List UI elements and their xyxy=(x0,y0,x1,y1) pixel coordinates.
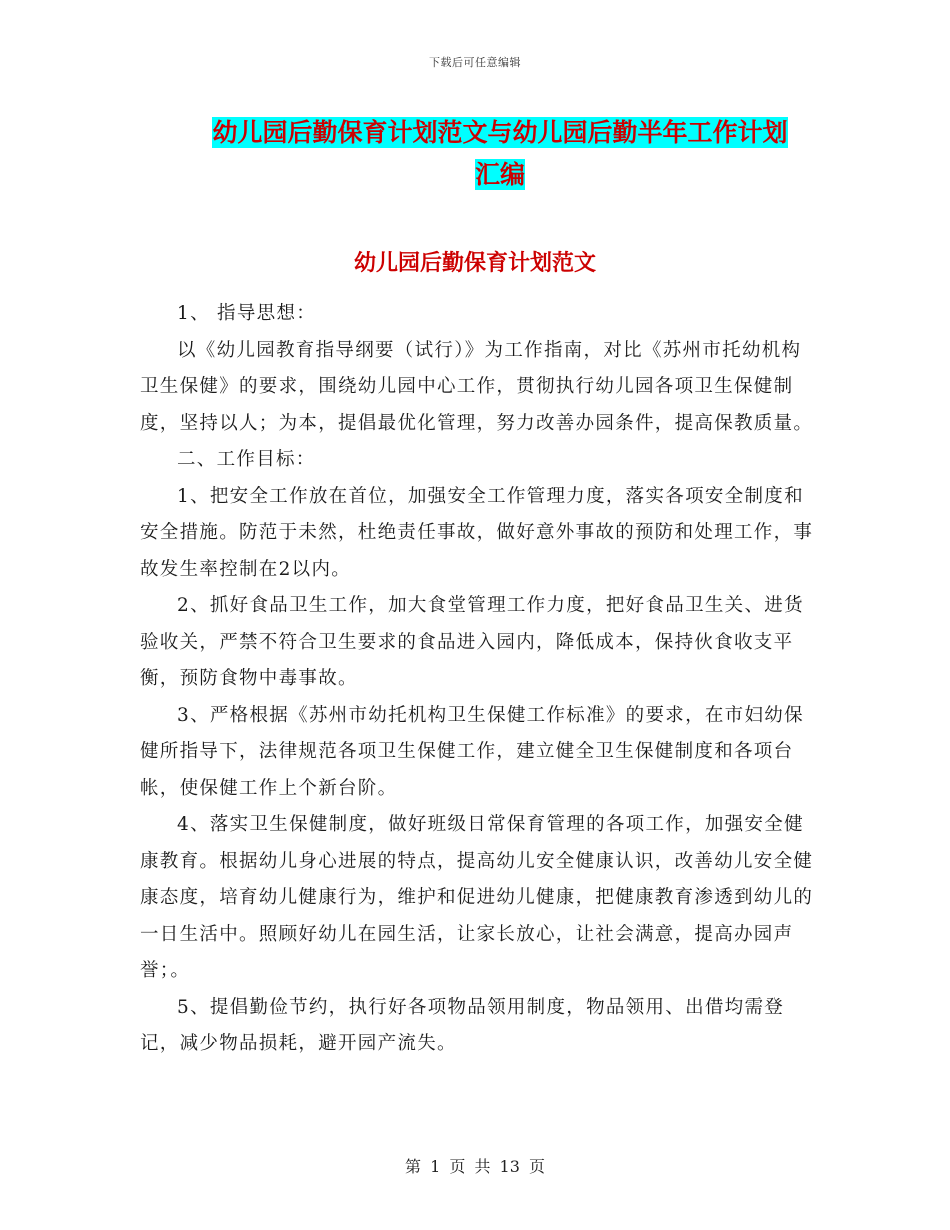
document-body xyxy=(140,296,820,1063)
document-title-line-2: 汇编 xyxy=(474,160,525,189)
paragraph-goal-5: 5、提倡勤俭节约，执行好各项物品领用制度，物品领用、出借均需登记，减少物品损耗，避开园产流失。 xyxy=(140,996,785,1054)
paragraph-goal-3: 3、严格根据《苏州市幼托机构卫生保健工作标准》的要求，在市妇幼保健所指导下，法律规范各项卫生保健工作，建立健全卫生保健制度和各项台帐，使保健工作上个新台阶。 xyxy=(140,704,804,799)
paragraph-goal-2: 2、抓好食品卫生工作，加大食堂管理工作力度，把好食品卫生关、进货验收关，严禁不符合卫生要求的食品进入园内，降低成本，保持伙食收支平衡，预防食物中毒事故。 xyxy=(140,595,804,689)
paragraph-goal-4: 4、落实卫生保健制度，做好班级日常保育管理的各项工作，加强安全健康教育。根据幼儿身心进展的特点，提高幼儿安全健康认识，改善幼儿安全健康态度，培育幼儿健康行为，维护和促进幼儿健康，把健康教育渗透到幼儿的一日生活中。照顾好幼儿在园生活，让家长放心，让社会满意，提高办园声誉；。 xyxy=(140,814,814,981)
paragraph-goal-1: 1、把安全工作放在首位，加强安全工作管理力度，落实各项安全制度和安全措施。防范于未然，杜绝责任事故，做好意外事故的预防和处理工作，事故发生率控制在2以内。 xyxy=(140,485,814,580)
page-footer-page-number: 第 1 页 共 13 页 xyxy=(405,1157,545,1176)
paragraph-guiding-ideology-heading: 1、 指导思想： xyxy=(177,303,317,324)
paragraph-guiding-ideology: 以《幼儿园教育指导纲要（试行）》为工作指南，对比《苏州市托幼机构卫生保健》的要求，围绕幼儿园中心工作，贯彻执行幼儿园各项卫生保健制度，坚持以人；为本，提倡最优化管理，努力改善办园条件，提高保教质量。 xyxy=(140,339,814,434)
section-title: 幼儿园后勤保育计划范文 xyxy=(353,251,596,276)
document-title xyxy=(150,112,850,196)
page-header-note: 下载后可任意编辑 xyxy=(429,56,521,69)
paragraph-work-goals-heading: 二、工作目标： xyxy=(177,449,316,470)
document-title-line-1: 幼儿园后勤保育计划范文与幼儿园后勤半年工作计划 xyxy=(212,118,788,147)
